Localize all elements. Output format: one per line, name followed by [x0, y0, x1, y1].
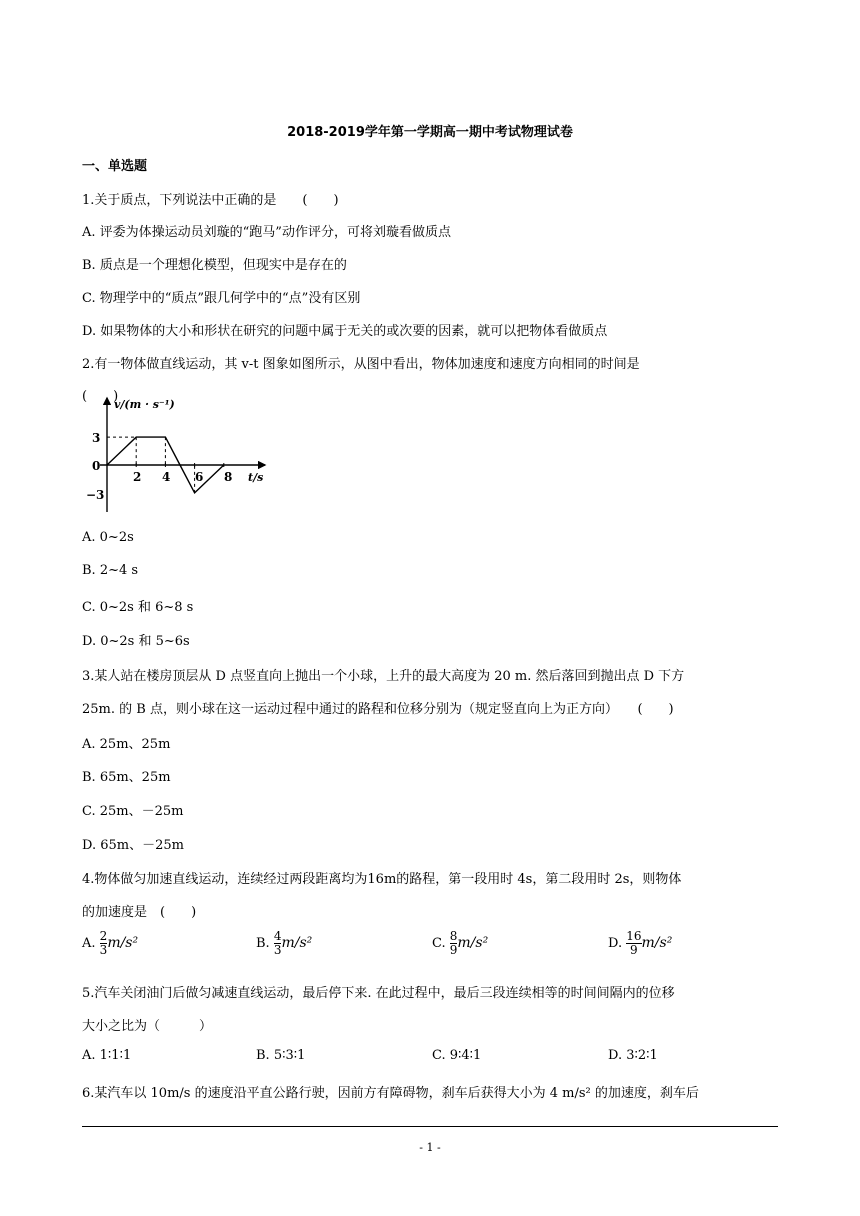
- q2-option-b: B. 2~4 s: [82, 563, 139, 578]
- q2-stem-line1: 2.有一物体做直线运动，其 v-t 图象如图所示，从图中看出，物体加速度和速度方向相同的时间是: [82, 357, 640, 372]
- q1-stem: 1.关于质点，下列说法中正确的是 ( ): [82, 193, 339, 208]
- q3-stem-line2: 25m. 的 B 点，则小球在这一运动过程中通过的路程和位移分别为（规定竖直向上为正方向） ( ): [82, 702, 674, 717]
- q6-stem-line1: 6.某汽车以 10m/s 的速度沿平直公路行驶，因前方有障碍物，刹车后获得大小为 4 m/s² 的加速度，刹车后: [82, 1086, 699, 1101]
- q5-option-d: D. 3∶2∶1: [608, 1048, 658, 1063]
- exam-title: 2018-2019学年第一学期高一期中考试物理试卷: [287, 125, 573, 140]
- q2-option-a: A. 0~2s: [82, 530, 134, 545]
- q4-option-a: A. $\frac{2}{3}$ m/s²: [82, 929, 139, 957]
- q2-option-c: C. 0~2s 和 6~8 s: [82, 600, 194, 615]
- y-axis-label: v/(m · s⁻¹): [114, 398, 175, 411]
- q3-option-d: D. 65m、－25m: [82, 838, 184, 853]
- q2-stem-line2: ( ): [82, 389, 119, 404]
- x-tick-6: 6: [195, 470, 204, 484]
- vt-graph: [82, 392, 272, 516]
- q4-stem-line1: 4.物体做匀加速直线运动，连续经过两段距离均为16m的路程，第一段用时 4s，第二段用时 2s，则物体: [82, 872, 682, 887]
- page-number: - 1 -: [419, 1141, 441, 1154]
- y-tick-neg3: −3: [86, 488, 105, 502]
- x-axis-label: t/s: [248, 471, 264, 484]
- q4-stem-line2: 的加速度是 ( ): [82, 905, 197, 920]
- section-heading: 一、单选题: [82, 159, 148, 174]
- q5-stem-line1: 5.汽车关闭油门后做匀减速直线运动，最后停下来. 在此过程中，最后三段连续相等的时间间隔内的位移: [82, 986, 675, 1001]
- footer-divider: [82, 1126, 778, 1127]
- q4-option-d: D. $\frac{16}{9}$ m/s²: [608, 929, 673, 957]
- x-tick-4: 4: [162, 470, 171, 484]
- y-tick-3: 3: [92, 431, 101, 445]
- q2-option-d: D. 0~2s 和 5~6s: [82, 634, 190, 649]
- q4-option-c: C. $\frac{8}{9}$ m/s²: [432, 929, 489, 957]
- q3-stem-line1: 3.某人站在楼房顶层从 D 点竖直向上抛出一个小球，上升的最大高度为 20 m. 然后落回到抛出点 D 下方: [82, 669, 685, 684]
- q3-option-a: A. 25m、25m: [82, 737, 171, 752]
- q3-option-c: C. 25m、－25m: [82, 804, 184, 819]
- x-tick-8: 8: [224, 470, 233, 484]
- q5-option-a: A. 1∶1∶1: [82, 1048, 132, 1063]
- q1-option-d: D. 如果物体的大小和形状在研究的问题中属于无关的或次要的因素，就可以把物体看做质点: [82, 324, 608, 339]
- y-tick-0: 0: [92, 459, 101, 473]
- q1-option-a: A. 评委为体操运动员刘璇的“跑马”动作评分，可将刘璇看做质点: [82, 225, 451, 240]
- q1-option-b: B. 质点是一个理想化模型，但现实中是存在的: [82, 258, 347, 273]
- q1-option-c: C. 物理学中的“质点”跟几何学中的“点”没有区别: [82, 291, 361, 306]
- q5-option-b: B. 5∶3∶1: [256, 1048, 306, 1063]
- q5-option-c: C. 9∶4∶1: [432, 1048, 482, 1063]
- q5-stem-line2: 大小之比为（ ）: [82, 1019, 213, 1034]
- q3-option-b: B. 65m、25m: [82, 770, 171, 785]
- q4-option-b: B. $\frac{4}{3}$ m/s²: [256, 929, 313, 957]
- x-tick-2: 2: [133, 470, 142, 484]
